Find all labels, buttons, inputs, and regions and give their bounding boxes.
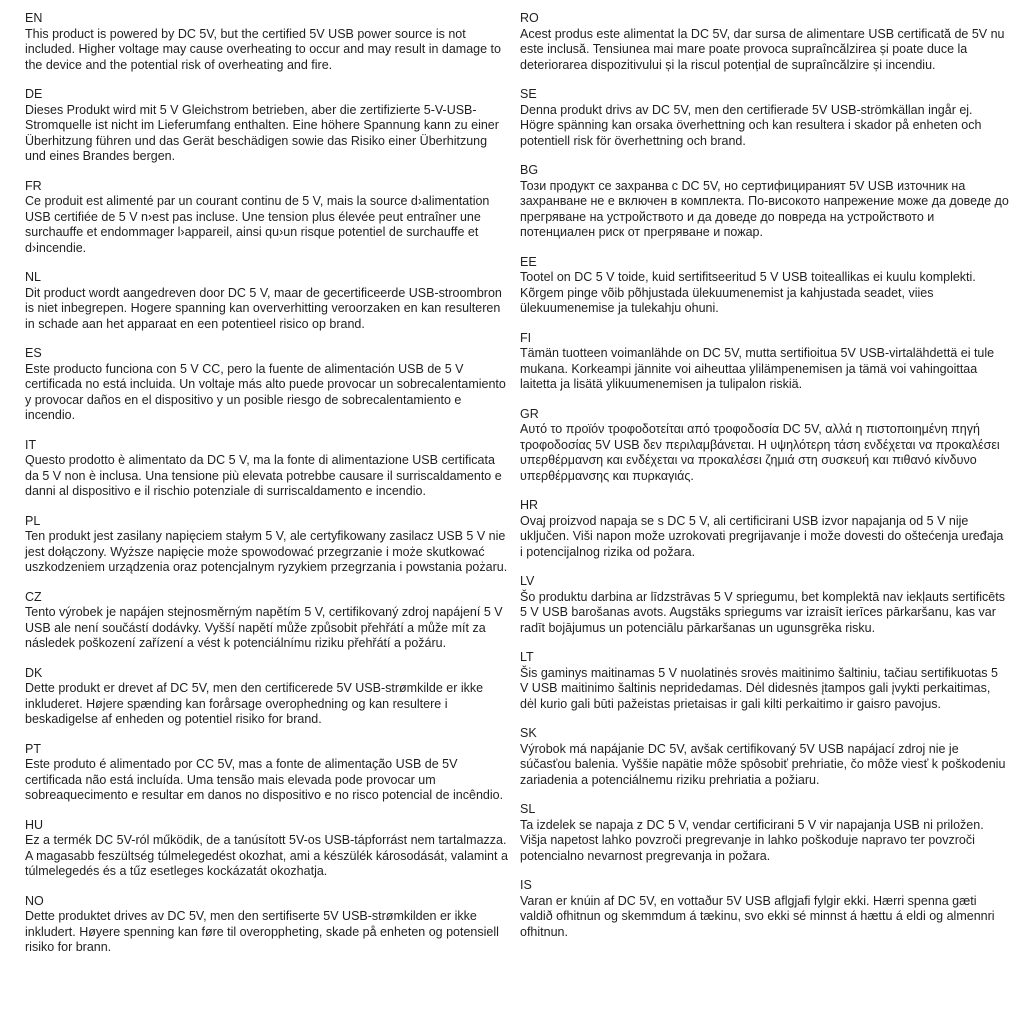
language-section-sl [520, 802, 1009, 864]
language-code-fr: FR [25, 178, 42, 193]
language-code-dk: DK [25, 665, 43, 680]
language-text-de: Dieses Produkt wird mit 5 V Gleichstrom betrieben, aber die zertifizierte 5-V-USB-Stromquelle ist nicht im Lieferumfang enthalten. Eine höhere Spannung kann zu einer Überhitzung führen und das Gerät beschädigen sowie das Risiko einer Überhitzung und eines Brandes bergen. [25, 102, 499, 163]
language-code-es: ES [25, 346, 42, 360]
language-code-cz: CZ [25, 589, 42, 604]
language-text-es: Este producto funciona con 5 V CC, pero la fuente de alimentación USB de 5 V certificada no está incluida. Un voltaje más alto puede provocar un sobrecalentamiento y provocar daños en el dispositivo y un posible riesgo de sobrecalentamiento e incendio. [25, 361, 506, 422]
language-text-lv: Šo produktu darbina ar līdzstrāvas 5 V spriegumu, bet komplektā nav iekļauts sertificēts 5 V USB barošanas avots. Augstāks spriegums var izraisīt ierīces pārkaršanu, kas var radīt bojājumus un potenciālu pārkaršanas un ugunsgrēka risku. [520, 589, 1005, 635]
language-text-se: Denna produkt drivs av DC 5V, men den certifierade 5V USB-strömkällan ingår ej. Högre spänning kan orsaka överhettning och kan resultera i skador på enheten och potentiell risk för överhettning och brand. [520, 102, 982, 148]
language-text-no: Dette produktet drives av DC 5V, men den sertifiserte 5V USB-strømkilden er ikke inkludert. Høyere spenning kan føre til overoppheting, skade på enheten og potensiell risiko for brann. [25, 909, 499, 954]
language-section-nl [25, 270, 508, 332]
language-code-gr: GR [520, 406, 539, 421]
language-section-hu [25, 818, 508, 880]
language-code-sk: SK [520, 726, 537, 740]
language-code-ee: EE [520, 254, 537, 269]
language-code-lv: LV [520, 574, 535, 588]
language-code-is: IS [520, 878, 532, 892]
language-section-sk [520, 726, 1009, 788]
language-text-fi: Tämän tuotteen voimanlähde on DC 5V, mutta sertifioitua 5V USB-virtalähdettä ei tule mukana. Korkeampi jännite voi aiheuttaa ylilämpenemisen ja tämä voi vahingoittaa laitetta ja lisätä ylikuumenemisen ja tulipalon riskiä. [520, 346, 995, 391]
language-section-lt [520, 650, 1009, 712]
language-section-en [25, 11, 508, 73]
language-text-sl: Ta izdelek se napaja z DC 5 V, vendar certificirani 5 V vir napajanja USB ni priložen. Višja napetost lahko povzroči pregrevanje in lahko poškoduje napravo ter povzroči potencialno nevarnost pregrevanja in požara. [520, 817, 984, 863]
language-text-sk: Výrobok má napájanie DC 5V, avšak certifikovaný 5V USB napájací zdroj nie je súčasťou balenia. Vyššie napätie môže spôsobiť prehriatie, čo môže viesť k poškodeniu zariadenia a potenciálnemu riziku prehriatia a požiaru. [520, 741, 1006, 787]
language-text-ro: Acest produs este alimentat la DC 5V, dar sursa de alimentare USB certificată de 5V nu este inclusă. Tensiunea mai mare poate provoca supraîncălzirea și poate duce la deteriorarea dispozitivului și la riscul potențial de supraîncălzire și incendiu. [520, 26, 1005, 72]
language-code-hu: HU [25, 817, 44, 832]
language-section-de [25, 87, 508, 165]
language-section-gr [520, 407, 1009, 485]
language-section-dk [25, 666, 508, 728]
language-code-en: EN [25, 11, 43, 25]
language-section-cz [25, 590, 508, 652]
language-text-ee: Tootel on DC 5 V toide, kuid sertifitseeritud 5 V USB toiteallikas ei kuulu komplekti. Kõrgem pinge võib põhjustada ülekuumenemist ja kahjustada seadet, viies ülekuumenemise ja tulekahju ohuni. [520, 270, 976, 315]
language-code-ro: RO [520, 11, 539, 25]
language-section-fr [25, 179, 508, 257]
language-text-pl: Ten produkt jest zasilany napięciem stałym 5 V, ale certyfikowany zasilacz USB 5 V nie jest dołączony. Wyższe napięcie może spowodować przegrzanie i może skutkować uszkodzeniem urządzenia oraz potencjalnym ryzykiem przegrzania i powstania pożaru. [25, 529, 508, 574]
language-code-de: DE [25, 87, 43, 101]
language-text-it: Questo prodotto è alimentato da DC 5 V, ma la fonte di alimentazione USB certificata da 5 V non è inclusa. Una tensione più elevata potrebbe causare il surriscaldamento e danni al dispositivo e il rischio potenziale di surriscaldamento e incendio. [25, 453, 502, 498]
language-section-pl [25, 514, 508, 576]
language-section-ee [520, 255, 1009, 317]
language-text-pt: Este produto é alimentado por CC 5V, mas a fonte de alimentação USB de 5V certificada não está incluída. Uma tensão mais elevada pode provocar um sobreaquecimento e resultar em danos no dispositivo e no risco potencial de incêndio. [25, 757, 504, 802]
language-section-no [25, 894, 508, 956]
language-section-es [25, 346, 508, 424]
language-code-it: IT [25, 437, 37, 452]
language-text-gr: Αυτό το προϊόν τροφοδοτείται από τροφοδοσία DC 5V, αλλά η πιστοποιημένη πηγή τροφοδοσίας 5V USB δεν περιλαμβάνεται. Η υψηλότερη τάση ενδέχεται να προκαλέσει υπερθέρμανση και ενδέχεται να προκαλέσει ζημιά στη συσκευή και πιθανό κίνδυνο υπερθέρμανσης και πυρκαγιάς. [520, 422, 1000, 483]
language-section-se [520, 87, 1009, 149]
language-text-nl: Dit product wordt aangedreven door DC 5 V, maar de gecertificeerde USB-stroombron is niet inbegrepen. Hogere spanning kan oververhitting veroorzaken en kan resulteren in schade aan het apparaat en een potentieel risico op brand. [25, 285, 502, 331]
language-text-bg: Този продукт се захранва с DC 5V, но сертифицираният 5V USB източник на захранване не е включен в комплекта. По-високото напрежение може да доведе до прегряване на устройството и да доведе до повреда на устройството и потенциален риск от прегряване и пожар. [520, 178, 1009, 239]
language-section-ro [520, 11, 1009, 73]
language-text-hr: Ovaj proizvod napaja se s DC 5 V, ali certificirani USB izvor napajanja od 5 V nije uključen. Viši napon može uzrokovati pregrijavanje i može dovesti do oštećenja uređaja i potencijalnog rizika od požara. [520, 513, 1004, 559]
language-section-hr [520, 498, 1009, 560]
language-code-bg: BG [520, 163, 539, 177]
language-section-fi [520, 331, 1009, 393]
language-section-lv [520, 574, 1009, 636]
language-code-pl: PL [25, 513, 41, 528]
language-text-is: Varan er knúin af DC 5V, en vottaður 5V USB aflgjafi fylgir ekki. Hærri spenna gæti valdið ofhitnun og skemmdum á tækinu, svo ekki sé minnst á hættu á eldi og almennri ofhitnun. [520, 893, 995, 939]
language-section-it [25, 438, 508, 500]
language-code-pt: PT [25, 741, 41, 756]
left-column [25, 11, 508, 970]
right-column [520, 11, 1009, 970]
language-text-lt: Šis gaminys maitinamas 5 V nuolatinės srovės maitinimo šaltiniu, tačiau sertifikuotas 5 V USB maitinimo šaltinis nepridedamas. Dėl didesnės įtampos gali įvykti perkaitimas, dėl kurio gali būti pažeistas prietaisas ir gali kilti perkaitimo ir gaisro pavojus. [520, 665, 998, 711]
language-code-sl: SL [520, 802, 536, 816]
language-text-cz: Tento výrobek je napájen stejnosměrným napětím 5 V, certifikovaný zdroj napájení 5 V USB ale není součástí dodávky. Vyšší napětí může způsobit přehřátí a může mít za následek poškození zařízení a vést k potenciálnímu riziku přehřátí a požáru. [25, 605, 503, 650]
language-section-pt [25, 742, 508, 804]
language-section-is [520, 878, 1009, 940]
language-text-en: This product is powered by DC 5V, but the certified 5V USB power source is not included. Higher voltage may cause overheating to occur and may result in damage to the device and the potential risk of overheating and fire. [25, 26, 501, 72]
language-text-dk: Dette produkt er drevet af DC 5V, men den certificerede 5V USB-strømkilde er ikke inkluderet. Højere spænding kan forårsage overophedning og kan resultere i beskadigelse af enheden og potentiel risiko for brand. [25, 681, 484, 726]
language-code-hr: HR [520, 498, 539, 512]
language-code-lt: LT [520, 650, 534, 664]
language-text-fr: Ce produit est alimenté par un courant continu de 5 V, mais la source d›alimentation USB certifiée de 5 V n›est pas incluse. Une tension plus élevée peut entraîner une surchauffe et endommager l›appareil, ainsi qu›un risque potentiel de surchauffe et d›incendie. [25, 194, 490, 255]
language-code-se: SE [520, 87, 537, 101]
language-code-fi: FI [520, 330, 532, 345]
language-code-nl: NL [25, 270, 41, 284]
language-code-no: NO [25, 893, 44, 908]
language-section-bg [520, 163, 1009, 241]
language-text-hu: Ez a termék DC 5V-ról működik, de a tanúsított 5V-os USB-tápforrást nem tartalmazza. A magasabb feszültség túlmelegedést okozhat, ami a készülék károsodását, valamint a túlmelegedés és a tűz esetleges kockázatát okozhatja. [25, 833, 508, 878]
